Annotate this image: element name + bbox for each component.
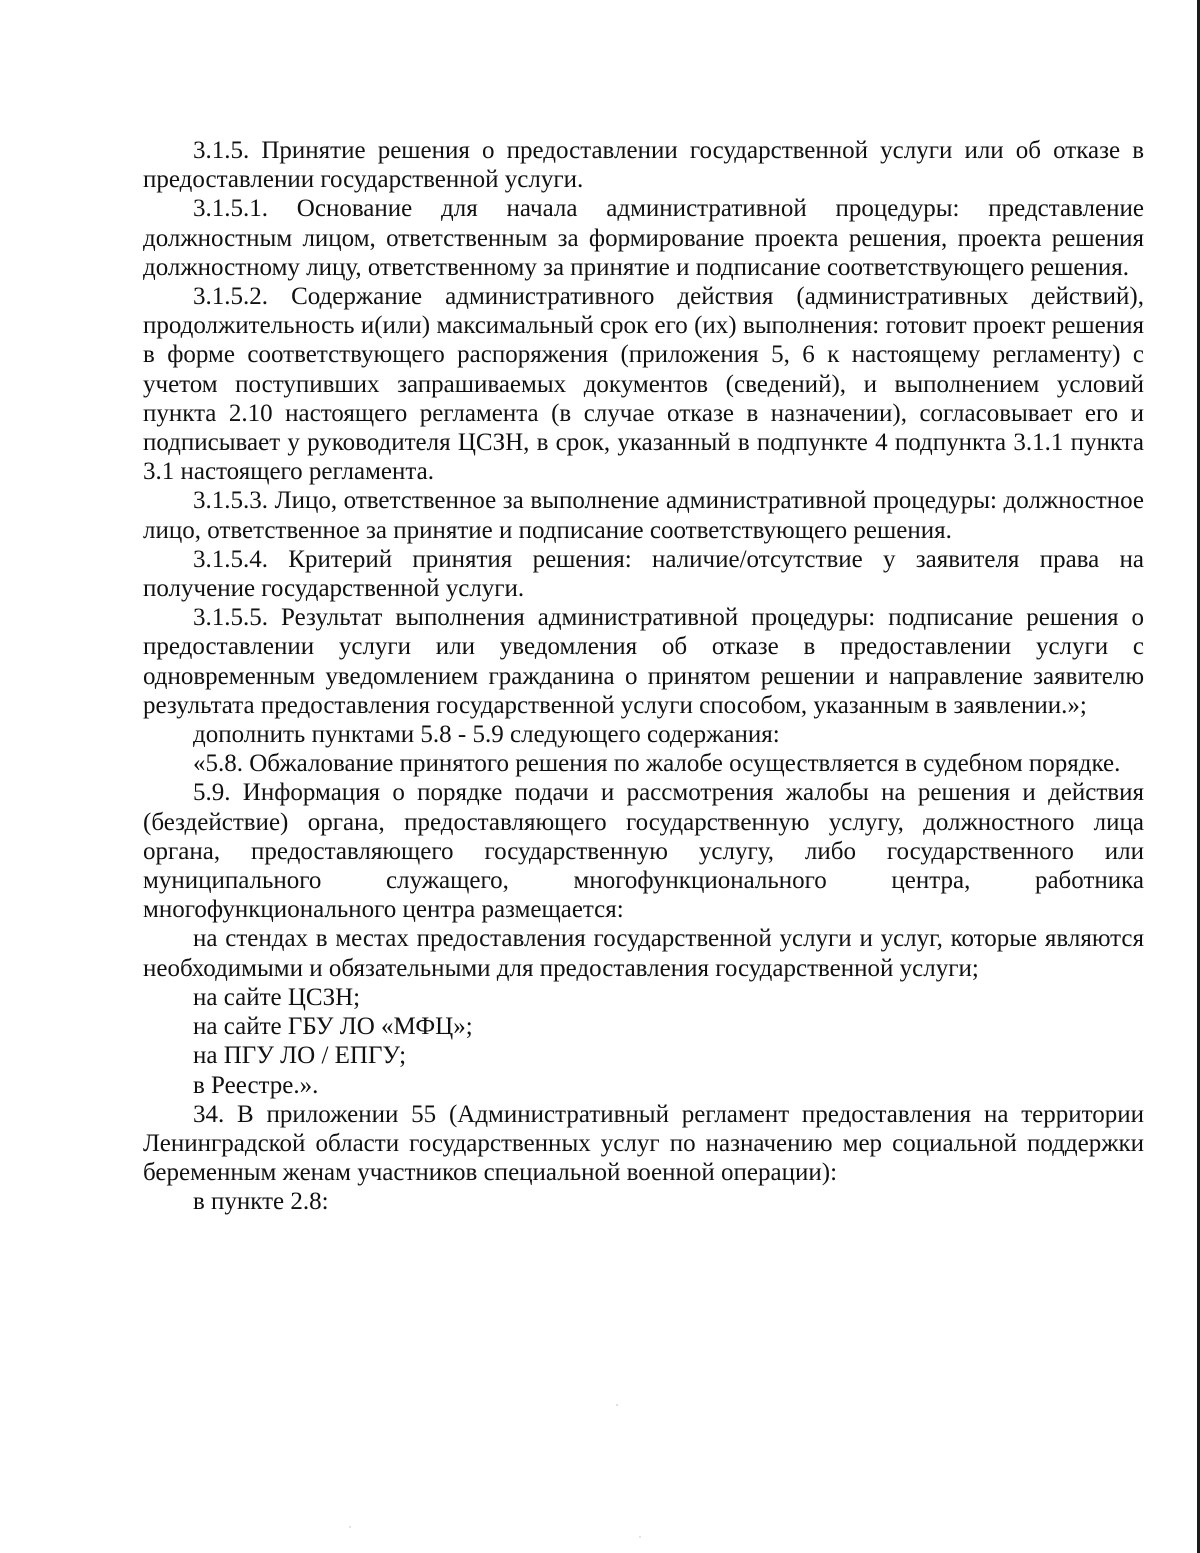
paragraph-34: 34. В приложении 55 (Административный регламент предоставления на территории Ленинградской области государственных услуг по назначению мер социальной поддержки беременным женам участников специальной военной операции): xyxy=(143,1100,1144,1187)
paragraph-3-1-5-5: 3.1.5.5. Результат выполнения административной процедуры: подписание решения о предоставлении услуги или уведомления об отказе в предоставлении услуги с одновременным уведомлением гражданина о принятом решении и направление заявителю результата предоставления государственной услуги способом, указанным в заявлении.»; xyxy=(143,604,1144,719)
paragraph-3-1-5-1: 3.1.5.1. Основание для начала административной процедуры: представление должностным лицом, ответственным за формирование проекта решения, проекта решения должностному лицу, ответственному за принятие и подписание соответствующего решения. xyxy=(143,195,1144,281)
paragraph-stands: на стендах в местах предоставления государственной услуги и услуг, которые являются необходимыми и обязательными для предоставления государственной услуги; xyxy=(143,925,1144,982)
speck xyxy=(639,1536,640,1537)
paragraph-registry: в Реестре.». xyxy=(193,1071,319,1099)
speck xyxy=(616,1404,618,1406)
paragraph-amend-5-8-5-9: дополнить пунктами 5.8 - 5.9 следующего содержания: xyxy=(193,721,780,749)
speck xyxy=(349,1526,350,1527)
paragraph-5-9: 5.9. Информация о порядке подачи и рассмотрения жалобы на решения и действия (бездействие) органа, предоставляющего государственную услугу, должностного лица органа, предоставляющего государственную услугу, либо государственного или муниципального служащего, многофункционального центра, работника многофункционального центра размещается: xyxy=(143,779,1144,924)
paragraph-5-8: «5.8. Обжалование принятого решения по жалобе осуществляется в судебном порядке. xyxy=(193,750,1121,778)
paragraph-3-1-5-4: 3.1.5.4. Критерий принятия решения: наличие/отсутствие у заявителя права на получение государственной услуги. xyxy=(143,545,1144,603)
paragraph-site-mfc: на сайте ГБУ ЛО «МФЦ»; xyxy=(193,1013,473,1041)
paragraph-3-1-5-3: 3.1.5.3. Лицо, ответственное за выполнение административной процедуры: должностное лицо, ответственное за принятие и подписание соответствующего решения. xyxy=(143,487,1144,544)
paragraph-site-cszn: на сайте ЦСЗН; xyxy=(193,983,361,1011)
paragraph-pgu-epgu: на ПГУ ЛО / ЕПГУ; xyxy=(193,1042,407,1070)
paragraph-3-1-5: 3.1.5. Принятие решения о предоставлении государственной услуги или об отказе в предоставлении государственной услуги. xyxy=(143,137,1144,194)
paragraph-point-2-8: в пункте 2.8: xyxy=(193,1188,329,1216)
document-page xyxy=(143,136,1144,1217)
paragraph-3-1-5-2: 3.1.5.2. Содержание административного действия (административных действий), продолжительность и(или) максимальный срок его (их) выполнения: готовит проект решения в форме соответствующего распоряжения (приложения 5, 6 к настоящему регламенту) с учетом поступивших запрашиваемых документов (сведений), и выполнением условий пункта 2.10 настоящего регламента (в случае отказе в назначении), согласовывает его и подписывает у руководителя ЦСЗН, в срок, указанный в подпункте 4 подпункта 3.1.1 пункта 3.1 настоящего регламента. xyxy=(143,283,1144,486)
